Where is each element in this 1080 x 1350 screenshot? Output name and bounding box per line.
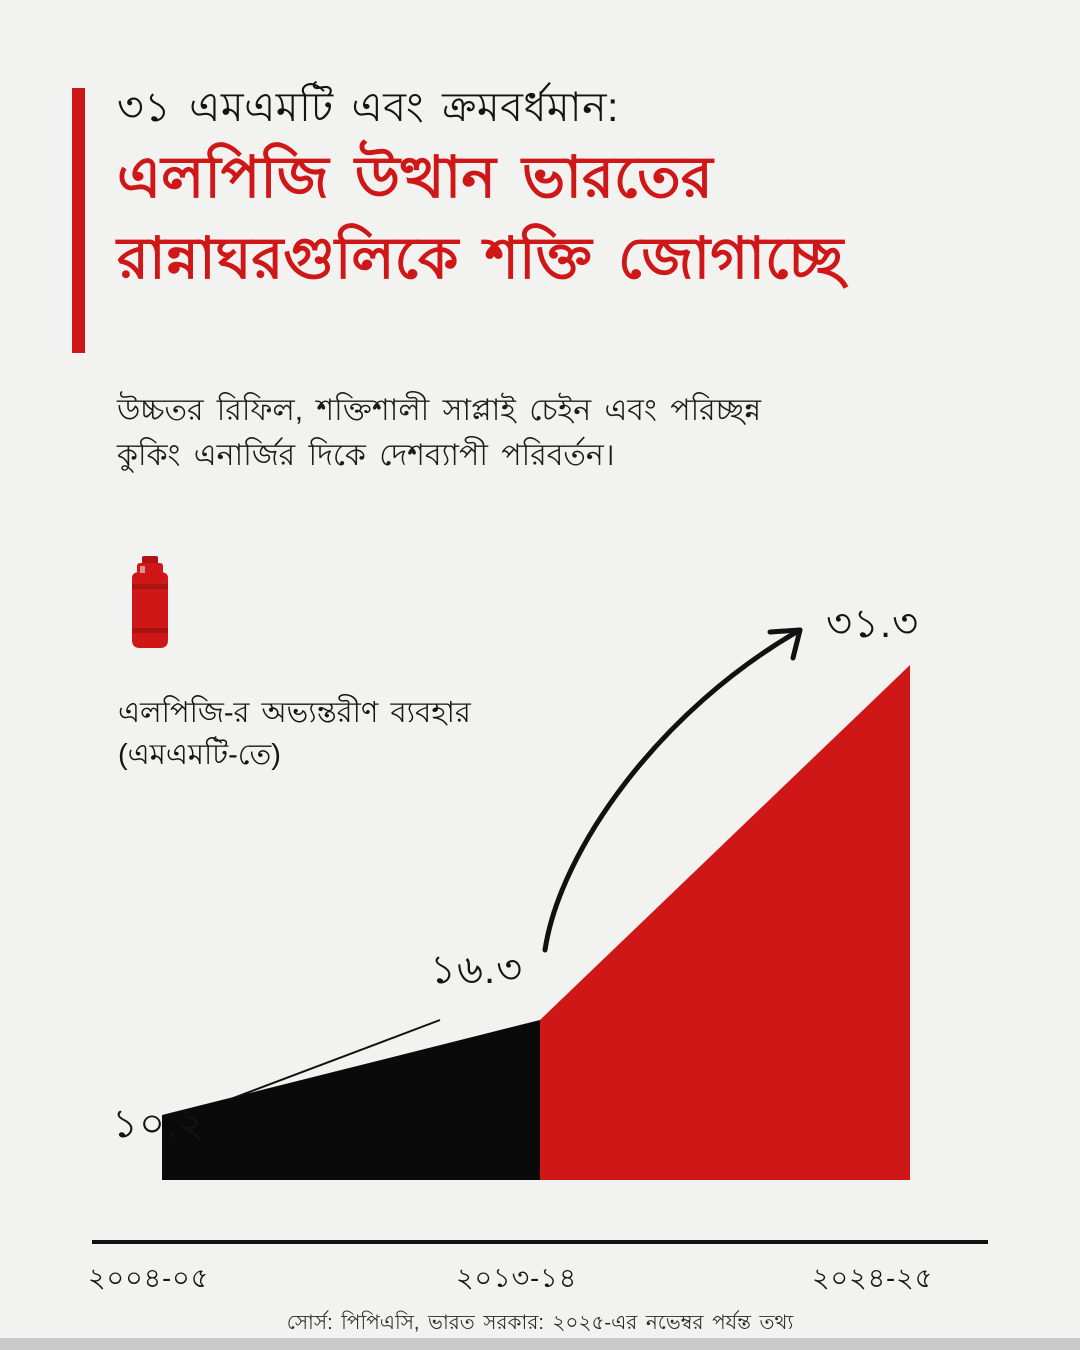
value-label-2024: ৩১.৩ — [826, 602, 920, 646]
header — [72, 82, 1012, 295]
x-axis-line — [92, 1240, 988, 1244]
headline-block — [117, 82, 1012, 295]
x-tick-label-2: ২০১৩-১৪ — [456, 1263, 578, 1293]
accent-bar — [72, 88, 85, 353]
source-note: সোর্স: পিপিএসি, ভারত সরকার: ২০২৫-এর নভেম্বর পর্যন্ত তথ্য — [286, 1312, 794, 1334]
headline-line-2: রান্নাঘরগুলিকে শক্তি জোগাচ্ছে — [117, 226, 844, 291]
value-label-2013: ১৬.৩ — [430, 948, 524, 992]
eyebrow-text: ৩১ এমএমটি এবং ক্রমবর্ধমান: — [117, 84, 619, 130]
x-tick-label-3: ২০২৪-২৫ — [812, 1263, 934, 1293]
series-label-line-1: এলপিজি-র অভ্যন্তরীণ ব্যবহার — [118, 697, 471, 729]
value-label-2004: ১০.২ — [112, 1102, 206, 1146]
headline-line-1: এলপিজি উত্থান ভারতের — [117, 145, 713, 211]
chart-segment-black — [162, 1020, 540, 1180]
x-tick-label-1: ২০০৪-০৫ — [88, 1263, 210, 1293]
subhead-line-1: উচ্চতর রিফিল, শক্তিশালী সাপ্লাই চেইন এবং পরিচ্ছন্ন — [117, 394, 762, 427]
subhead — [117, 388, 997, 478]
subhead-line-2: কুকিং এনার্জির দিকে দেশব্যাপী পরিবর্তন। — [117, 439, 615, 472]
bottom-strip — [0, 1338, 1080, 1350]
chart-segment-red — [540, 665, 910, 1180]
series-label-line-2: (এমএমটি-তে) — [118, 739, 281, 772]
